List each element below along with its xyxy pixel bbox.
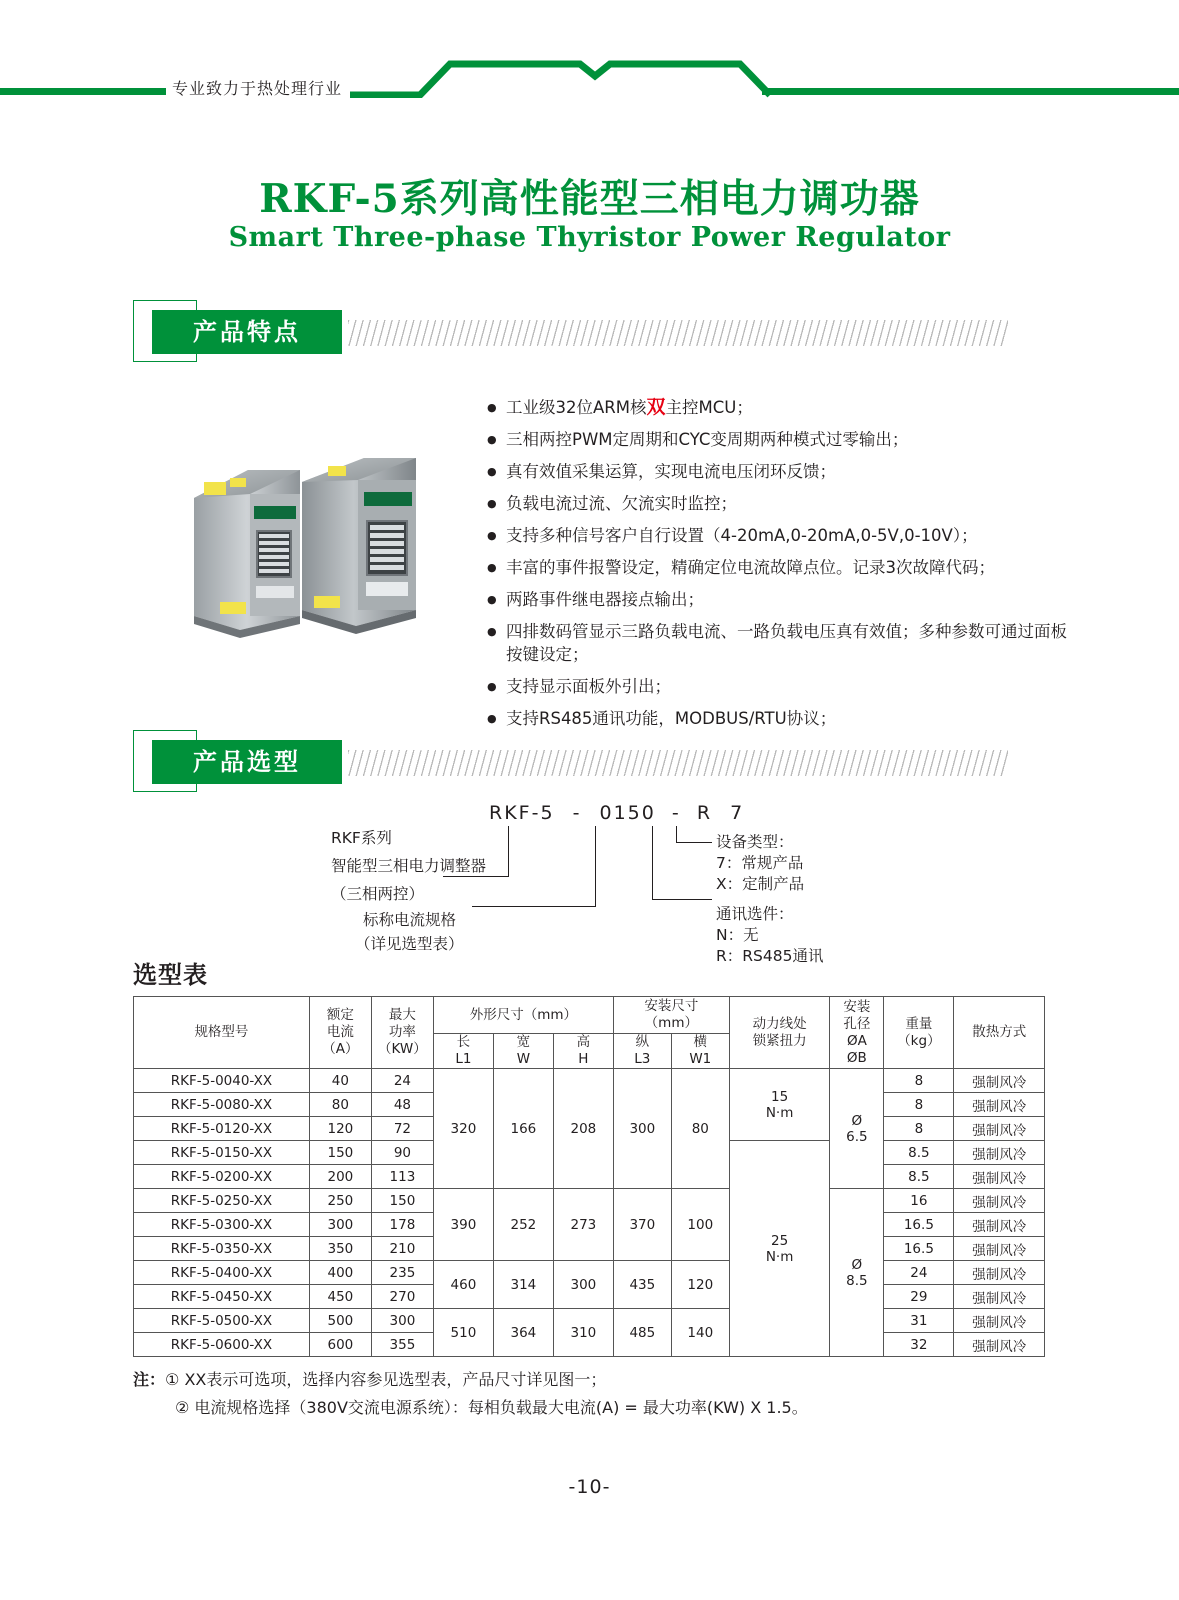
feature-item: [487, 460, 1077, 483]
model-label-series-line1: RKF系列: [331, 829, 392, 847]
feature-item: [487, 524, 1077, 547]
cell-power: 113: [371, 1165, 433, 1189]
cell-current: 400: [309, 1261, 371, 1285]
cell-cooling: 强制风冷: [954, 1069, 1045, 1093]
cell-current: 250: [309, 1189, 371, 1213]
th-outline-dims: 外形尺寸（mm）: [433, 997, 613, 1034]
leader-line: [595, 826, 596, 906]
cell-model: RKF-5-0400-XX: [134, 1261, 310, 1285]
feature-item: [487, 396, 1077, 419]
cell-current: 150: [309, 1141, 371, 1165]
cell-torque-unit: N·m: [765, 1248, 794, 1265]
cell-cooling: 强制风冷: [954, 1261, 1045, 1285]
cell-length: 320: [433, 1069, 493, 1189]
model-code-dash-2: -: [671, 802, 681, 824]
note-text-1: ① XX表示可选项，选择内容参见选型表，产品尺寸详见图一；: [165, 1370, 607, 1389]
cell-cooling: 强制风冷: [954, 1237, 1045, 1261]
section-hatch-decoration: [348, 750, 1008, 776]
cell-current: 200: [309, 1165, 371, 1189]
cell-current: 40: [309, 1069, 371, 1093]
cell-mount-vertical: 485: [613, 1309, 671, 1357]
page-title-en: Smart Three-phase Thyristor Power Regulator: [228, 222, 951, 253]
model-code-current: 0150: [599, 802, 656, 824]
th-rated-current-l1: 额定: [326, 1007, 354, 1023]
cell-torque-unit: N·m: [765, 1104, 794, 1121]
cell-weight: 8: [884, 1117, 954, 1141]
cell-weight: 8.5: [884, 1141, 954, 1165]
th-max-power: [371, 997, 433, 1069]
cell-cooling: 强制风冷: [954, 1189, 1045, 1213]
th-model: 规格型号: [134, 997, 310, 1069]
feature-item: [487, 556, 1077, 579]
cell-length: 460: [433, 1261, 493, 1309]
leader-line: [508, 826, 509, 876]
th-length: [433, 1034, 493, 1069]
feature-text: 两路事件继电器接点输出；: [506, 590, 704, 609]
th-hole-l4: ØB: [846, 1049, 867, 1066]
th-mount-v-l1: 纵: [635, 1034, 650, 1050]
cell-height: 300: [553, 1261, 613, 1309]
cell-weight: 31: [884, 1309, 954, 1333]
cell-cooling: 强制风冷: [954, 1333, 1045, 1357]
cell-height: 208: [553, 1069, 613, 1189]
th-max-power-l1: 最大: [388, 1007, 416, 1023]
th-hole-l2: 孔径: [843, 1015, 871, 1032]
model-code-comm: R: [696, 802, 713, 824]
table-row: [134, 1069, 1045, 1093]
cell-power: 355: [371, 1333, 433, 1357]
notes-block: [133, 1366, 1033, 1422]
cell-mount-vertical: 300: [613, 1069, 671, 1189]
cell-cooling: 强制风冷: [954, 1213, 1045, 1237]
cell-weight: 8.5: [884, 1165, 954, 1189]
th-mount-v-l2: L3: [634, 1051, 651, 1067]
cell-torque: [729, 1069, 830, 1141]
table-title: 选型表: [133, 961, 208, 989]
cell-weight: 16.5: [884, 1237, 954, 1261]
cell-weight: 24: [884, 1261, 954, 1285]
cell-current: 500: [309, 1309, 371, 1333]
header-swoosh-decoration: [350, 58, 770, 98]
section-label-features: 产品特点: [152, 310, 342, 354]
cell-weight: 32: [884, 1333, 954, 1357]
th-cooling: 散热方式: [954, 997, 1045, 1069]
feature-text: 支持多种信号客户自行设置（4-20mA,0-20mA,0-5V,0-10V）；: [506, 526, 978, 545]
page-number: -10-: [568, 1476, 611, 1498]
feature-text: 丰富的事件报警设定，精确定位电流故障点位。记录3次故障代码；: [506, 558, 995, 577]
th-length-l1: 长: [456, 1034, 471, 1050]
cell-cooling: 强制风冷: [954, 1309, 1045, 1333]
th-max-power-l2: 功率: [388, 1024, 416, 1040]
note-line-2: [133, 1394, 1033, 1422]
th-width-l1: 宽: [516, 1034, 531, 1050]
model-label-device-line2: 7：常规产品: [716, 854, 804, 872]
cell-cooling: 强制风冷: [954, 1285, 1045, 1309]
cell-power: 235: [371, 1261, 433, 1285]
th-rated-current: [309, 997, 371, 1069]
table-row: [134, 1261, 1045, 1285]
th-width: [493, 1034, 553, 1069]
cell-hole-symbol: Ø: [851, 1112, 863, 1129]
th-hole-l1: 安装: [843, 998, 871, 1015]
th-mount-horizontal: [671, 1034, 729, 1069]
cell-power: 178: [371, 1213, 433, 1237]
model-label-comm-line1: 通讯选件：: [716, 905, 794, 923]
model-label-comm-line2: N：无: [716, 926, 759, 944]
model-code-series: RKF-5: [489, 802, 555, 824]
section-heading-features: [133, 300, 1023, 362]
cell-hole-symbol: Ø: [851, 1256, 863, 1273]
cell-length: 510: [433, 1309, 493, 1357]
th-mount-vertical: [613, 1034, 671, 1069]
product-photo: [178, 420, 426, 650]
header-rule-right: [762, 88, 1179, 95]
feature-text: 真有效值采集运算，实现电流电压闭环反馈；: [506, 462, 836, 481]
cell-cooling: 强制风冷: [954, 1141, 1045, 1165]
cell-hole-value: 6.5: [846, 1128, 868, 1145]
cell-power: 90: [371, 1141, 433, 1165]
th-height-l1: 高: [576, 1034, 591, 1050]
th-mount-h-l2: W1: [689, 1051, 712, 1067]
header-slogan: 专业致力于热处理行业: [172, 79, 343, 98]
cell-width: 364: [493, 1309, 553, 1357]
cell-mount-horizontal: 120: [671, 1261, 729, 1309]
th-length-l2: L1: [455, 1051, 472, 1067]
cell-model: RKF-5-0300-XX: [134, 1213, 310, 1237]
feature-text: 支持RS485通讯功能，MODBUS/RTU协议；: [506, 709, 837, 728]
cell-current: 600: [309, 1333, 371, 1357]
feature-item: [487, 588, 1077, 611]
cell-width: 314: [493, 1261, 553, 1309]
cell-current: 120: [309, 1117, 371, 1141]
leader-line: [472, 906, 596, 907]
model-code-dash-1: -: [572, 802, 582, 824]
cell-length: 390: [433, 1189, 493, 1261]
cell-current: 300: [309, 1213, 371, 1237]
model-label-series-line2: 智能型三相电力调整器: [331, 857, 487, 875]
th-rated-current-l3: （A）: [322, 1041, 359, 1057]
model-code-type: 7: [730, 802, 745, 824]
th-height-l2: H: [578, 1051, 589, 1067]
model-code-string: [489, 802, 744, 824]
cell-mount-horizontal: 100: [671, 1189, 729, 1261]
feature-text: 负载电流过流、欠流实时监控；: [506, 494, 737, 513]
model-label-current-line1: 标称电流规格: [363, 911, 457, 929]
feature-text: 三相两控PWM定周期和CYC变周期两种模式过零输出；: [506, 430, 909, 449]
leader-line: [676, 826, 677, 842]
cell-torque-value: 25: [771, 1232, 789, 1249]
th-hole-dia: [830, 997, 884, 1069]
cell-weight: 8: [884, 1069, 954, 1093]
cell-model: RKF-5-0040-XX: [134, 1069, 310, 1093]
cell-cooling: 强制风冷: [954, 1165, 1045, 1189]
feature-item: [487, 707, 1077, 730]
th-torque-l1: 动力线处: [752, 1015, 807, 1032]
th-max-power-l3: （KW）: [378, 1041, 427, 1057]
leader-line: [676, 842, 712, 843]
page-header: [0, 0, 1179, 110]
table-header-row-1: [134, 997, 1045, 1034]
notes-label: 注：: [133, 1370, 166, 1389]
cell-model: RKF-5-0500-XX: [134, 1309, 310, 1333]
cell-width: 252: [493, 1189, 553, 1261]
cell-hole: [830, 1189, 884, 1357]
cell-height: 310: [553, 1309, 613, 1357]
cell-torque: [729, 1141, 830, 1357]
cell-cooling: 强制风冷: [954, 1093, 1045, 1117]
cell-weight: 29: [884, 1285, 954, 1309]
cell-height: 273: [553, 1189, 613, 1261]
th-mount-l1: 安装尺寸: [644, 998, 699, 1014]
feature-highlight: 双: [646, 396, 666, 418]
th-rated-current-l2: 电流: [326, 1024, 354, 1040]
th-weight-l1: 重量: [905, 1015, 933, 1032]
cell-power: 270: [371, 1285, 433, 1309]
cell-mount-vertical: 370: [613, 1189, 671, 1261]
page-title-cn: RKF-5系列高性能型三相电力调功器: [259, 176, 920, 222]
cell-power: 48: [371, 1093, 433, 1117]
cell-power: 210: [371, 1237, 433, 1261]
cell-mount-horizontal: 140: [671, 1309, 729, 1357]
feature-text: 工业级32位ARM核: [506, 398, 647, 417]
cell-width: 166: [493, 1069, 553, 1189]
feature-text-tail: 主控MCU；: [665, 398, 753, 417]
th-weight-l2: （kg）: [897, 1032, 941, 1049]
th-weight: [884, 997, 954, 1069]
cell-model: RKF-5-0200-XX: [134, 1165, 310, 1189]
header-rule-left: [0, 88, 166, 95]
cell-weight: 8: [884, 1093, 954, 1117]
feature-item: [487, 492, 1077, 515]
th-height: [553, 1034, 613, 1069]
cell-weight: 16: [884, 1189, 954, 1213]
cell-torque-value: 15: [771, 1088, 789, 1105]
cell-power: 72: [371, 1117, 433, 1141]
cell-current: 80: [309, 1093, 371, 1117]
cell-cooling: 强制风冷: [954, 1117, 1045, 1141]
cell-model: RKF-5-0250-XX: [134, 1189, 310, 1213]
section-label-selection: 产品选型: [152, 740, 342, 784]
th-mount-h-l1: 横: [693, 1034, 708, 1050]
feature-text: 四排数码管显示三路负载电流、一路负载电压真有效值；多种参数可通过面板按键设定；: [506, 622, 1067, 664]
model-label-comm-line3: R：RS485通讯: [716, 947, 824, 965]
cell-model: RKF-5-0600-XX: [134, 1333, 310, 1357]
cell-model: RKF-5-0450-XX: [134, 1285, 310, 1309]
th-hole-l3: ØA: [846, 1032, 867, 1049]
cell-model: RKF-5-0080-XX: [134, 1093, 310, 1117]
model-label-device-line1: 设备类型：: [716, 833, 794, 851]
section-hatch-decoration: [348, 320, 1008, 346]
feature-item: [487, 675, 1077, 698]
feature-text: 支持显示面板外引出；: [506, 677, 671, 696]
model-label-series-line3: （三相两控）: [331, 885, 425, 903]
cell-hole-value: 8.5: [846, 1272, 868, 1289]
table-row: [134, 1309, 1045, 1333]
th-mount-l2: （mm）: [644, 1015, 698, 1031]
feature-list: [487, 396, 1077, 739]
section-heading-selection: [133, 730, 1023, 792]
th-torque-l2: 锁紧扭力: [752, 1032, 807, 1049]
specification-table: [133, 996, 1045, 1357]
cell-hole: [830, 1069, 884, 1189]
cell-current: 450: [309, 1285, 371, 1309]
leader-line: [652, 899, 712, 900]
model-label-current-line2: （详见选型表）: [355, 935, 464, 953]
cell-weight: 16.5: [884, 1213, 954, 1237]
th-mount-dims: [613, 997, 729, 1034]
cell-model: RKF-5-0350-XX: [134, 1237, 310, 1261]
cell-power: 24: [371, 1069, 433, 1093]
th-torque: [729, 997, 830, 1069]
cell-mount-vertical: 435: [613, 1261, 671, 1309]
model-code-diagram: [0, 800, 1179, 965]
feature-item: [487, 428, 1077, 451]
feature-item: [487, 620, 1077, 666]
note-line-1: [133, 1366, 1033, 1394]
cell-mount-horizontal: 80: [671, 1069, 729, 1189]
cell-model: RKF-5-0120-XX: [134, 1117, 310, 1141]
note-text-2: ② 电流规格选择（380V交流电源系统）：每相负载最大电流(A) = 最大功率(KW) X 1.5。: [175, 1398, 808, 1417]
cell-power: 300: [371, 1309, 433, 1333]
model-label-device-line3: X：定制产品: [716, 875, 805, 893]
cell-model: RKF-5-0150-XX: [134, 1141, 310, 1165]
th-width-l2: W: [516, 1051, 531, 1067]
table-row: [134, 1189, 1045, 1213]
cell-power: 150: [371, 1189, 433, 1213]
cell-current: 350: [309, 1237, 371, 1261]
leader-line: [652, 826, 653, 899]
